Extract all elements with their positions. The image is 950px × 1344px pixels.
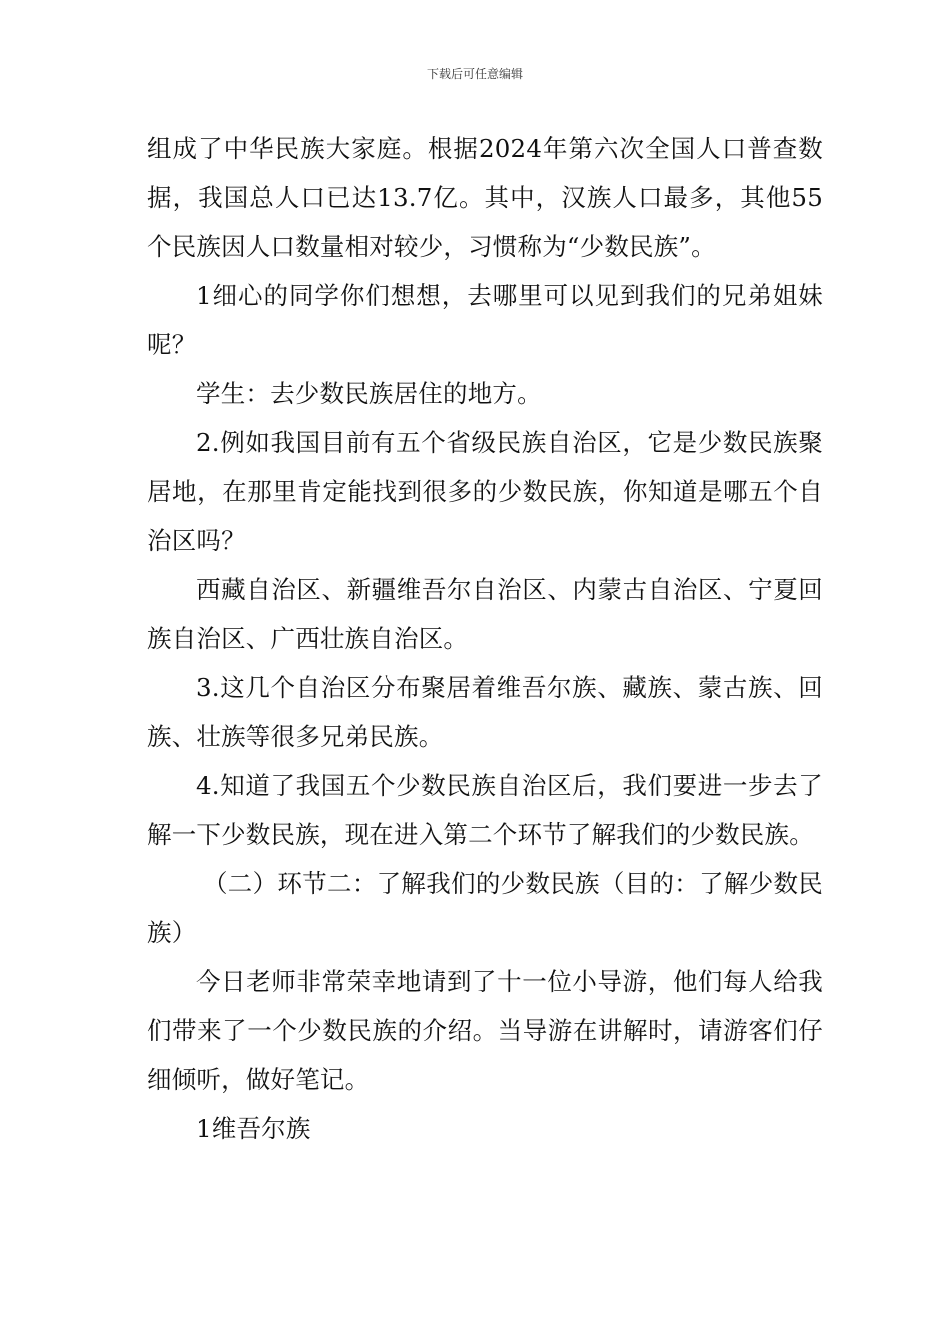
paragraph-point-4: 4.知道了我国五个少数民族自治区后，我们要进一步去了解一下少数民族，现在进入第二个环节了解我们的少数民族。 (147, 771, 823, 849)
paragraph-question-2: 2.例如我国目前有五个省级民族自治区，它是少数民族聚居地，在那里肯定能找到很多的少数民族，你知道是哪五个自治区吗？ (147, 428, 823, 555)
section-heading-step-2: （二）环节二：了解我们的少数民族（目的：了解少数民族） (147, 869, 823, 947)
page-header: 下载后可任意编辑 (426, 67, 523, 81)
document-body (147, 124, 823, 1153)
paragraph-student-answer: 学生：去少数民族居住的地方。 (196, 379, 542, 408)
paragraph-tour-guides: 今日老师非常荣幸地请到了十一位小导游，他们每人给我们带来了一个少数民族的介绍。当导游在讲解时，请游客们仔细倾听，做好笔记。 (147, 967, 823, 1094)
paragraph-population: 组成了中华民族大家庭。根据2024年第六次全国人口普查数据，我国总人口已达13.7亿。其中，汉族人口最多，其他55个民族因人口数量相对较少，习惯称为“少数民族”。 (147, 134, 823, 261)
paragraph-point-3: 3.这几个自治区分布聚居着维吾尔族、藏族、蒙古族、回族、壮族等很多兄弟民族。 (147, 673, 823, 751)
list-item-uyghur: 1维吾尔族 (196, 1114, 311, 1143)
paragraph-autonomous-regions: 西藏自治区、新疆维吾尔自治区、内蒙古自治区、宁夏回族自治区、广西壮族自治区。 (147, 575, 823, 653)
paragraph-question-1: 1细心的同学你们想想，去哪里可以见到我们的兄弟姐妹呢？ (147, 281, 823, 359)
